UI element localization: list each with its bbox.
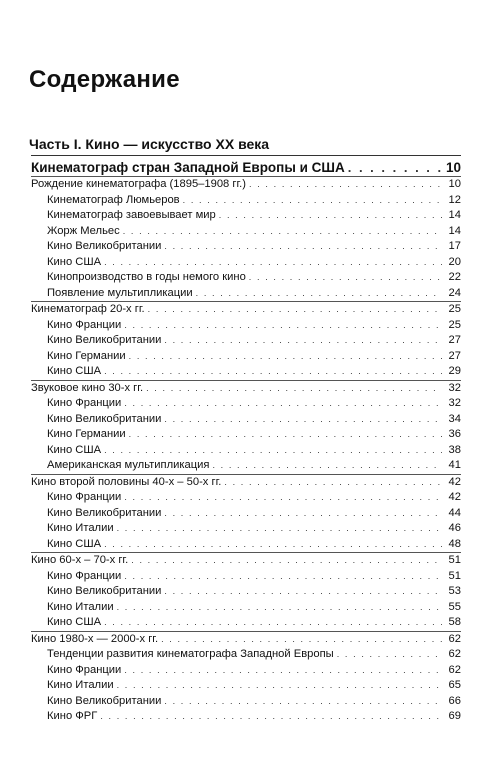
subsection-entry-page-number: 25 — [448, 318, 461, 331]
dot-leader — [224, 475, 442, 491]
subsection-entry-page-number: 44 — [448, 506, 461, 519]
subsection-entry-page-number: 69 — [448, 710, 461, 722]
dot-leader — [164, 694, 442, 710]
subsection-entry-label: Кино Германии — [47, 349, 126, 362]
subsection-entry-label: Тенденции развития кинематографа Западной Европы — [47, 648, 334, 660]
subsection-entry[interactable] — [31, 412, 461, 428]
dot-leader — [164, 506, 442, 522]
subsection-entry[interactable] — [31, 490, 461, 506]
dot-leader — [124, 318, 442, 334]
subsection-entry[interactable] — [31, 537, 461, 553]
subsection-entry[interactable] — [31, 678, 461, 694]
subsection-entry-label: Кино Великобритании — [47, 694, 162, 707]
subsection-entry-label: Кино Великобритании — [47, 506, 162, 519]
dot-leader — [104, 615, 442, 631]
subsection-entry-label: Кино Великобритании — [47, 412, 162, 425]
dot-leader — [117, 600, 442, 616]
section-entry[interactable] — [31, 553, 461, 569]
subsection-entry-page-number: 62 — [448, 663, 461, 676]
subsection-entry[interactable] — [31, 333, 461, 349]
subsection-entry[interactable] — [31, 694, 461, 710]
dot-leader — [124, 569, 442, 585]
dot-leader — [161, 632, 442, 648]
subsection-entry-label: Кино Франции — [47, 397, 122, 409]
subsection-entry-page-number: 53 — [448, 585, 461, 597]
section-entry-page-number: 42 — [448, 475, 461, 488]
subsection-entry-label: Появление мультипликации — [47, 286, 193, 299]
dot-leader — [131, 553, 442, 569]
subsection-entry-page-number: 34 — [448, 412, 461, 425]
dot-leader — [124, 663, 442, 679]
subsection-entry-page-number: 22 — [448, 271, 461, 283]
subsection-entry[interactable] — [31, 349, 461, 365]
section-entry[interactable] — [31, 381, 461, 397]
toc-section — [31, 474, 461, 553]
subsection-entry-label: Кино США — [47, 365, 102, 377]
section-entry-page-number: 32 — [448, 381, 461, 394]
subsection-entry-label: Американская мультипликация — [47, 459, 210, 471]
subsection-entry-page-number: 27 — [448, 334, 461, 346]
subsection-entry[interactable] — [31, 647, 461, 663]
subsection-entry[interactable] — [31, 709, 461, 725]
chapter-entry[interactable] — [31, 155, 461, 176]
subsection-entry-page-number: 27 — [448, 349, 461, 362]
dot-leader — [104, 537, 442, 553]
section-entry-label: Рождение кинематографа (1895–1908 гг.) — [31, 178, 247, 190]
dot-leader — [249, 270, 442, 286]
subsection-entry-label: Кино ФРГ — [47, 710, 98, 722]
subsection-entry-label: Кинематограф Люмьеров — [47, 193, 180, 206]
dot-leader — [249, 177, 442, 193]
subsection-entry[interactable] — [31, 600, 461, 616]
dot-leader — [164, 333, 442, 349]
section-entry[interactable] — [31, 475, 461, 491]
dot-leader — [164, 584, 442, 600]
section-entry-page-number: 10 — [448, 178, 461, 190]
subsection-entry-label: Кинематограф завоевывает мир — [47, 209, 216, 221]
subsection-entry-label: Кино Франции — [47, 569, 122, 582]
subsection-entry-page-number: 48 — [448, 537, 461, 550]
subsection-entry[interactable] — [31, 521, 461, 537]
dot-leader — [219, 208, 442, 224]
dot-leader — [117, 678, 442, 694]
subsection-entry[interactable] — [31, 286, 461, 302]
subsection-entry[interactable] — [31, 255, 461, 271]
subsection-entry-label: Кино Великобритании — [47, 334, 162, 346]
subsection-entry-page-number: 14 — [448, 224, 461, 237]
toc-section — [31, 176, 461, 301]
dot-leader — [183, 193, 442, 209]
section-entry[interactable] — [31, 177, 461, 193]
dot-leader — [164, 412, 442, 428]
subsection-entry[interactable] — [31, 270, 461, 286]
subsection-entry[interactable] — [31, 663, 461, 679]
chapter-page-number: 10 — [445, 160, 461, 175]
subsection-entry-label: Кино США — [47, 616, 102, 628]
section-entry-page-number: 25 — [448, 303, 461, 315]
subsection-entry-label: Кино Италии — [47, 600, 114, 613]
subsection-entry-page-number: 12 — [448, 193, 461, 206]
dot-leader — [212, 458, 442, 474]
subsection-entry-page-number: 46 — [448, 522, 461, 534]
subsection-entry-label: Кино США — [47, 443, 102, 456]
page-title: Содержание — [29, 66, 180, 93]
subsection-entry-page-number: 65 — [448, 679, 461, 691]
toc-section — [31, 631, 461, 725]
subsection-entry[interactable] — [31, 427, 461, 443]
subsection-entry-page-number: 66 — [448, 694, 461, 707]
dot-leader — [348, 160, 442, 175]
subsection-entry[interactable] — [31, 396, 461, 412]
subsection-entry-label: Кино Италии — [47, 522, 114, 534]
subsection-entry[interactable] — [31, 208, 461, 224]
subsection-entry[interactable] — [31, 364, 461, 380]
subsection-entry-label: Кино Великобритании — [47, 585, 162, 597]
subsection-entry[interactable] — [31, 584, 461, 600]
subsection-entry-label: Кино Германии — [47, 428, 126, 440]
subsection-entry-label: Кино Италии — [47, 679, 114, 691]
subsection-entry[interactable] — [31, 506, 461, 522]
subsection-entry-label: Кино США — [47, 537, 102, 550]
subsection-entry-label: Кинопроизводство в годы немого кино — [47, 271, 246, 283]
dot-leader — [129, 427, 442, 443]
subsection-entry-label: Кино Франции — [47, 663, 122, 676]
subsection-entry[interactable] — [31, 193, 461, 209]
dot-leader — [164, 239, 442, 255]
section-entry-label: Звуковое кино 30-х гг. — [31, 381, 144, 394]
section-entry-page-number: 51 — [448, 554, 461, 566]
subsection-entry-page-number: 51 — [448, 569, 461, 582]
dot-leader — [104, 364, 442, 380]
dot-leader — [123, 224, 442, 240]
dot-leader — [124, 490, 442, 506]
subsection-entry-label: Кино Франции — [47, 318, 122, 331]
subsection-entry[interactable] — [31, 569, 461, 585]
subsection-entry-page-number: 14 — [448, 209, 461, 221]
subsection-entry-label: Кино Франции — [47, 491, 122, 503]
section-entry-page-number: 62 — [448, 632, 461, 645]
dot-leader — [100, 709, 442, 725]
subsection-entry-page-number: 20 — [448, 255, 461, 268]
dot-leader — [196, 286, 442, 302]
dot-leader — [337, 647, 442, 663]
part-title: Часть I. Кино — искусство XX века — [29, 136, 270, 152]
subsection-entry-label: Кино Великобритании — [47, 240, 162, 252]
subsection-entry[interactable] — [31, 443, 461, 459]
subsection-entry-page-number: 29 — [448, 365, 461, 377]
subsection-entry-page-number: 24 — [448, 286, 461, 299]
section-entry-label: Кино второй половины 40-х – 50-х гг. — [31, 475, 222, 488]
subsection-entry[interactable] — [31, 458, 461, 474]
subsection-entry-page-number: 41 — [448, 459, 461, 471]
dot-leader — [148, 302, 442, 318]
toc-section — [31, 380, 461, 474]
subsection-entry-page-number: 42 — [448, 491, 461, 503]
subsection-entry[interactable] — [31, 224, 461, 240]
toc-section — [31, 552, 461, 631]
dot-leader — [129, 349, 442, 365]
section-entry[interactable] — [31, 632, 461, 648]
toc-section — [31, 301, 461, 380]
dot-leader — [104, 443, 442, 459]
subsection-entry-page-number: 17 — [448, 240, 461, 252]
subsection-entry[interactable] — [31, 318, 461, 334]
section-entry-label: Кино 60-х – 70-х гг. — [31, 554, 129, 566]
subsection-entry-page-number: 55 — [448, 600, 461, 613]
sections-list — [31, 176, 461, 725]
section-entry-label: Кино 1980-х — 2000-х гг. — [31, 632, 159, 645]
subsection-entry-page-number: 38 — [448, 443, 461, 456]
dot-leader — [117, 521, 442, 537]
chapter-label: Кинематограф стран Западной Европы и США — [31, 160, 345, 175]
subsection-entry[interactable] — [31, 239, 461, 255]
subsection-entry-label: Жорж Мельес — [47, 224, 120, 237]
section-entry-label: Кинематограф 20-х гг. — [31, 303, 145, 315]
subsection-entry-label: Кино США — [47, 255, 102, 268]
subsection-entry-page-number: 62 — [448, 648, 461, 660]
dot-leader — [104, 255, 442, 271]
dot-leader — [124, 396, 442, 412]
subsection-entry-page-number: 36 — [448, 428, 461, 440]
subsection-entry-page-number: 32 — [448, 397, 461, 409]
dot-leader — [146, 381, 442, 397]
section-entry[interactable] — [31, 302, 461, 318]
subsection-entry[interactable] — [31, 615, 461, 631]
table-of-contents — [31, 155, 461, 725]
subsection-entry-page-number: 58 — [448, 616, 461, 628]
